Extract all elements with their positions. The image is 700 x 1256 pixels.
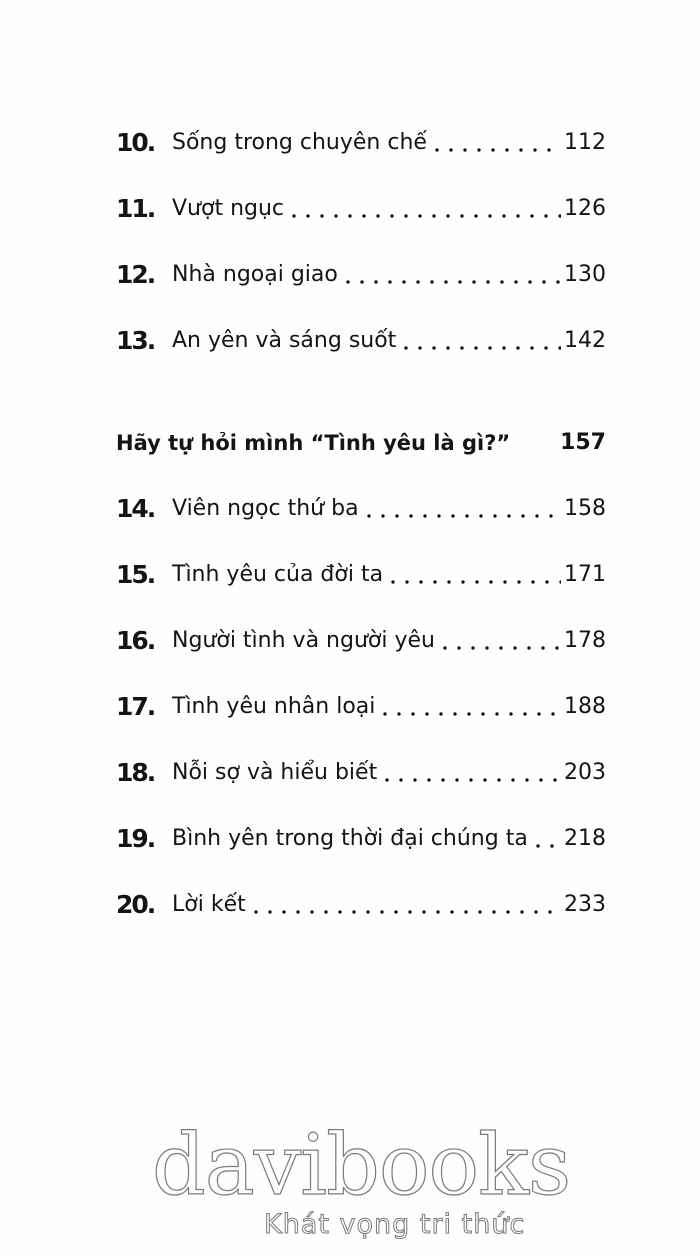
page-number: 178	[564, 628, 606, 653]
section-page-number: 157	[560, 430, 606, 455]
page-number: 142	[564, 328, 606, 353]
chapter-title: Người tình và người yêu	[172, 628, 435, 653]
toc-entry-15	[116, 550, 606, 590]
chapter-number: 13.	[116, 326, 155, 355]
page-number: 171	[564, 562, 606, 587]
chapter-title: Nỗi sợ và hiểu biết	[172, 760, 378, 785]
chapter-number: 17.	[116, 692, 155, 721]
dot-leader	[341, 260, 561, 290]
dot-leader	[378, 692, 561, 722]
page-number: 126	[564, 196, 606, 221]
toc-entry-16	[116, 616, 606, 656]
toc-entry-18	[116, 748, 606, 788]
toc-entry-14	[116, 484, 606, 524]
dot-leader	[399, 326, 561, 356]
chapter-number: 18.	[116, 758, 155, 787]
chapter-title: An yên và sáng suốt	[172, 328, 397, 353]
page-number: 112	[564, 130, 606, 155]
toc-entry-10	[116, 118, 606, 158]
dot-leader	[380, 758, 561, 788]
dot-leader	[531, 824, 561, 854]
toc-entry-20	[116, 880, 606, 920]
toc-entry-11	[116, 184, 606, 224]
toc-entry-17	[116, 682, 606, 722]
chapter-title: Nhà ngoại giao	[172, 262, 338, 287]
chapter-title: Bình yên trong thời đại chúng ta	[172, 826, 528, 851]
toc-entry-12	[116, 250, 606, 290]
publisher-watermark	[152, 1116, 571, 1250]
toc-section-heading	[116, 418, 606, 458]
chapter-title: Tình yêu nhân loại	[172, 694, 376, 719]
chapter-title: Tình yêu của đời ta	[172, 562, 384, 587]
dot-leader	[438, 626, 561, 656]
page-number: 233	[564, 892, 606, 917]
dot-leader	[362, 494, 561, 524]
page-number: 158	[564, 496, 606, 521]
chapter-title: Vượt ngục	[172, 196, 285, 221]
chapter-number: 20.	[116, 890, 155, 919]
dot-leader	[386, 560, 561, 590]
page-number: 188	[564, 694, 606, 719]
chapter-title: Sống trong chuyên chế	[172, 130, 427, 155]
dot-leader	[287, 194, 561, 224]
section-title: Hãy tự hỏi mình “Tình yêu là gì?”	[116, 431, 511, 455]
dot-leader	[249, 890, 561, 920]
chapter-title: Lời kết	[172, 892, 246, 917]
watermark-tagline: Khát vọng tri thức	[264, 1209, 526, 1240]
page-number: 130	[564, 262, 606, 287]
chapter-number: 10.	[116, 128, 155, 157]
toc-entry-19	[116, 814, 606, 854]
chapter-title: Viên ngọc thứ ba	[172, 496, 359, 521]
dot-leader	[430, 128, 561, 158]
chapter-number: 15.	[116, 560, 155, 589]
page-number: 203	[564, 760, 606, 785]
chapter-number: 14.	[116, 494, 155, 523]
page-number: 218	[564, 826, 606, 851]
chapter-number: 11.	[116, 194, 155, 223]
chapter-number: 19.	[116, 824, 155, 853]
chapter-number: 16.	[116, 626, 155, 655]
toc-entry-13	[116, 316, 606, 356]
chapter-number: 12.	[116, 260, 155, 289]
watermark-brand: davibooks	[152, 1116, 571, 1214]
